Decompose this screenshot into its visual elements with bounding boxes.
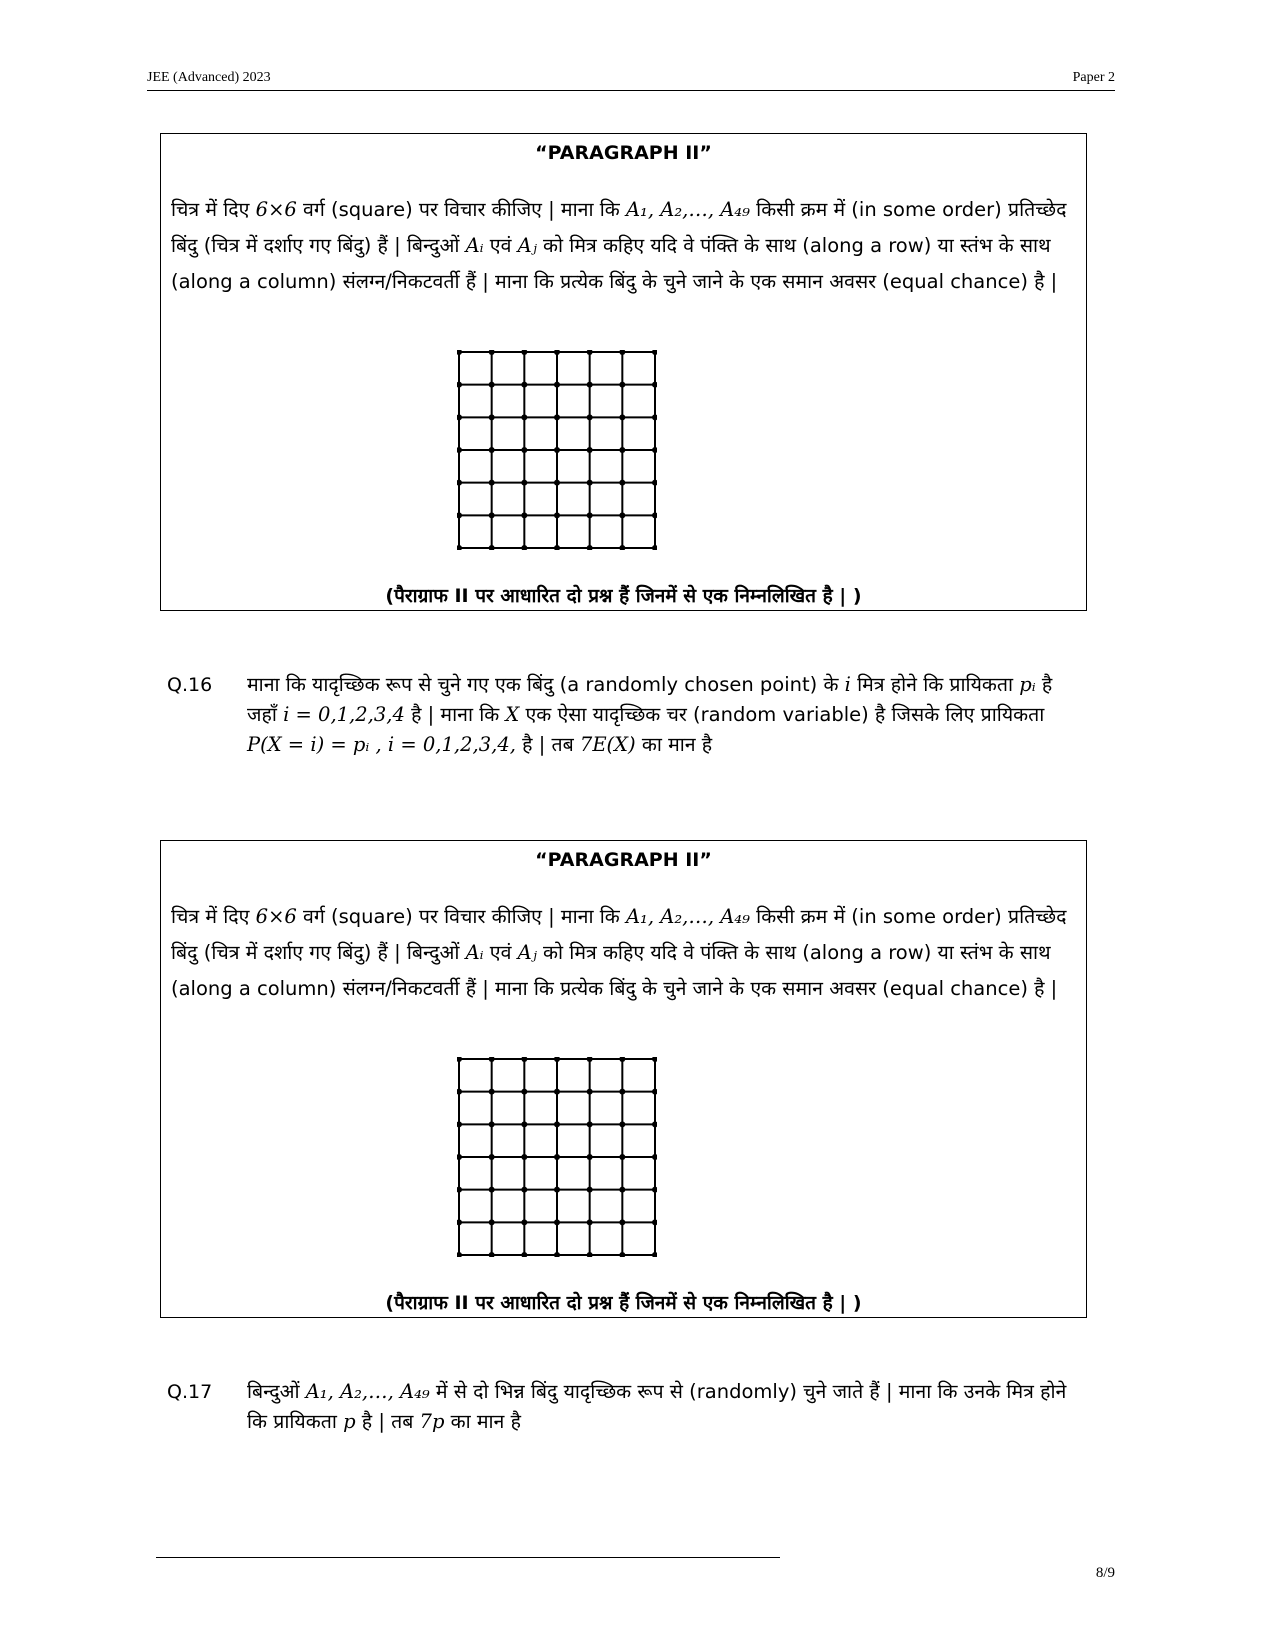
math-expr: 7E(X) <box>579 733 636 756</box>
text-run: है | तब <box>355 1410 420 1433</box>
grid-point <box>457 447 462 453</box>
math-expr: pᵢ <box>1019 673 1036 696</box>
text-run: है जहाँ <box>247 673 1053 726</box>
grid-point <box>652 545 657 550</box>
grid-point <box>619 447 625 453</box>
grid-point <box>521 1252 527 1257</box>
grid-point <box>587 1219 593 1225</box>
question-17 <box>167 1377 1067 1447</box>
grid-point <box>457 350 462 355</box>
paper-label: Paper 2 <box>1072 70 1115 85</box>
grid-point <box>521 1219 527 1225</box>
text-run: किसी क्रम में (in some order) प्रतिच्छेद बिंदु (चित्र में दर्शाए गए बिंदु) हैं | बिन्दुओं <box>171 905 1067 964</box>
grid-point <box>554 1187 560 1193</box>
paragraph-text <box>171 192 1076 300</box>
grid-point <box>521 480 527 486</box>
grid-point <box>619 1154 625 1160</box>
grid-point <box>587 1252 593 1257</box>
math-expr: A₁, A₂,…, A₄₉ <box>625 198 750 221</box>
math-expr: 6×6 <box>255 905 297 928</box>
grid-point <box>652 512 657 518</box>
paragraph-title: “PARAGRAPH II” <box>535 142 712 164</box>
grid-point <box>521 350 527 355</box>
footer-rule <box>156 1557 780 1558</box>
text-run: चित्र में दिए <box>171 198 256 221</box>
paragraph-box-1 <box>160 133 1087 611</box>
grid-point <box>554 1219 560 1225</box>
grid-point <box>652 1057 657 1062</box>
grid-point <box>457 1089 462 1095</box>
math-expr: Aⱼ <box>517 941 537 964</box>
grid-point <box>619 1252 625 1257</box>
grid-point <box>521 1057 527 1062</box>
question-text <box>247 1377 1067 1437</box>
grid-point <box>587 545 593 550</box>
grid-point <box>587 1121 593 1127</box>
grid-point <box>652 1187 657 1193</box>
grid-point <box>457 382 462 388</box>
grid-point <box>489 545 495 550</box>
grid-point <box>489 1089 495 1095</box>
grid-point <box>521 382 527 388</box>
grid-point <box>619 1187 625 1193</box>
text-run: है | तब <box>515 733 580 756</box>
grid-point <box>652 414 657 420</box>
grid-point <box>619 1057 625 1062</box>
text-run: माना कि यादृच्छिक रूप से चुने गए एक बिंदु (a randomly chosen point) के <box>247 673 845 696</box>
text-run: को मित्र कहिए यदि वे पंक्ति के साथ (along a row) या स्तंभ के साथ (along a column) संलग्न/निकटवर्ती हैं | माना कि प्रत्येक बिंदु के चुने जाने के एक समान अवसर (equal chance) है | <box>171 234 1058 293</box>
grid-point <box>554 512 560 518</box>
grid-point <box>521 512 527 518</box>
grid-point <box>652 350 657 355</box>
grid-point <box>489 480 495 486</box>
math-expr: P(X = i) = pᵢ , i = 0,1,2,3,4, <box>247 733 516 756</box>
grid-point <box>554 447 560 453</box>
grid-point <box>619 350 625 355</box>
question-text <box>247 670 1067 760</box>
math-expr: A₁, A₂,…, A₄₉ <box>305 1380 430 1403</box>
grid-point <box>521 1121 527 1127</box>
math-expr: Aᵢ <box>465 234 484 257</box>
math-expr: i <box>844 673 851 696</box>
grid-point <box>554 382 560 388</box>
question-number: Q.17 <box>167 1381 213 1403</box>
grid-point <box>587 1154 593 1160</box>
grid-point <box>521 1089 527 1095</box>
text-run: चित्र में दिए <box>171 905 256 928</box>
text-run: में से दो भिन्न बिंदु यादृच्छिक रूप से (randomly) चुने जाते हैं | माना कि उनके मित्र होने कि प्रायिकता <box>247 1380 1067 1433</box>
exam-title: JEE (Advanced) 2023 <box>147 70 271 85</box>
grid-point <box>457 414 462 420</box>
grid-point <box>652 1154 657 1160</box>
grid-point <box>652 1121 657 1127</box>
math-expr: i = 0,1,2,3,4 <box>283 703 405 726</box>
grid-point <box>619 1089 625 1095</box>
grid-point <box>554 1057 560 1062</box>
grid-point <box>489 1187 495 1193</box>
text-run: बिन्दुओं <box>247 1380 306 1403</box>
grid-point <box>554 1089 560 1095</box>
grid-point <box>489 350 495 355</box>
math-expr: Aⱼ <box>517 234 537 257</box>
grid-figure <box>457 350 657 550</box>
grid-point <box>652 1089 657 1095</box>
text-run: वर्ग (square) पर विचार कीजिए | माना कि <box>296 905 626 928</box>
grid-point <box>587 1057 593 1062</box>
grid-point <box>652 1219 657 1225</box>
grid-point <box>554 1121 560 1127</box>
grid-point <box>521 1187 527 1193</box>
text-run: एवं <box>483 941 518 964</box>
grid-point <box>457 1252 462 1257</box>
grid-point <box>652 480 657 486</box>
grid-point <box>554 414 560 420</box>
text-run: मित्र होने कि प्रायिकता <box>850 673 1020 696</box>
grid-point <box>457 545 462 550</box>
grid-point <box>554 545 560 550</box>
grid-point <box>457 1154 462 1160</box>
grid-point <box>489 1121 495 1127</box>
grid-point <box>457 1219 462 1225</box>
page-header <box>147 68 1115 91</box>
grid-point <box>457 1187 462 1193</box>
text-run: का मान है <box>635 733 713 756</box>
grid-point <box>489 382 495 388</box>
grid-point <box>587 1187 593 1193</box>
grid-point <box>521 545 527 550</box>
math-expr: X <box>505 703 520 726</box>
grid-point <box>489 447 495 453</box>
grid-point <box>489 1252 495 1257</box>
grid-point <box>652 447 657 453</box>
grid-point <box>587 447 593 453</box>
math-expr: p <box>343 1410 356 1433</box>
grid-point <box>587 414 593 420</box>
paragraph-box-2 <box>160 840 1087 1318</box>
grid-point <box>554 1252 560 1257</box>
grid-point <box>521 1154 527 1160</box>
grid-point <box>587 382 593 388</box>
question-16 <box>167 670 1067 770</box>
question-number: Q.16 <box>167 674 213 696</box>
paragraph-title: “PARAGRAPH II” <box>535 849 712 871</box>
grid-point <box>489 512 495 518</box>
grid-point <box>489 1219 495 1225</box>
grid-point <box>457 1121 462 1127</box>
page-number: 8/9 <box>1095 1565 1115 1581</box>
grid-point <box>587 350 593 355</box>
paragraph-footer: (पैराग्राफ II पर आधारित दो प्रश्न हैं जिनमें से एक निम्नलिखित है | ) <box>385 585 862 607</box>
grid-point <box>619 512 625 518</box>
math-expr: A₁, A₂,…, A₄₉ <box>625 905 750 928</box>
grid-point <box>554 480 560 486</box>
math-expr: 6×6 <box>255 198 297 221</box>
grid-point <box>521 414 527 420</box>
grid-point <box>619 480 625 486</box>
grid-point <box>652 382 657 388</box>
grid-point <box>457 1057 462 1062</box>
grid-point <box>489 1057 495 1062</box>
paragraph-footer: (पैराग्राफ II पर आधारित दो प्रश्न हैं जिनमें से एक निम्नलिखित है | ) <box>385 1292 862 1314</box>
text-run: है | माना कि <box>404 703 506 726</box>
text-run: को मित्र कहिए यदि वे पंक्ति के साथ (along a row) या स्तंभ के साथ (along a column) संलग्न/निकटवर्ती हैं | माना कि प्रत्येक बिंदु के चुने जाने के एक समान अवसर (equal chance) है | <box>171 941 1058 1000</box>
grid-point <box>619 545 625 550</box>
grid-point <box>457 512 462 518</box>
text-run: एक ऐसा यादृच्छिक चर (random variable) है जिसके लिए प्रायिकता <box>519 703 1045 726</box>
grid-point <box>554 1154 560 1160</box>
grid-point <box>587 480 593 486</box>
grid-point <box>554 350 560 355</box>
grid-point <box>521 447 527 453</box>
grid-point <box>587 512 593 518</box>
text-run: वर्ग (square) पर विचार कीजिए | माना कि <box>296 198 626 221</box>
grid-figure <box>457 1057 657 1257</box>
math-expr: 7p <box>419 1410 445 1433</box>
grid-point <box>619 414 625 420</box>
grid-point <box>587 1089 593 1095</box>
grid-point <box>619 1121 625 1127</box>
grid-point <box>489 1154 495 1160</box>
grid-point <box>489 414 495 420</box>
grid-point <box>457 480 462 486</box>
text-run: का मान है <box>444 1410 521 1433</box>
grid-point <box>619 382 625 388</box>
paragraph-text <box>171 899 1076 1007</box>
math-expr: Aᵢ <box>465 941 484 964</box>
text-run: एवं <box>483 234 518 257</box>
grid-point <box>652 1252 657 1257</box>
grid-point <box>619 1219 625 1225</box>
text-run: किसी क्रम में (in some order) प्रतिच्छेद बिंदु (चित्र में दर्शाए गए बिंदु) हैं | बिन्दुओं <box>171 198 1067 257</box>
